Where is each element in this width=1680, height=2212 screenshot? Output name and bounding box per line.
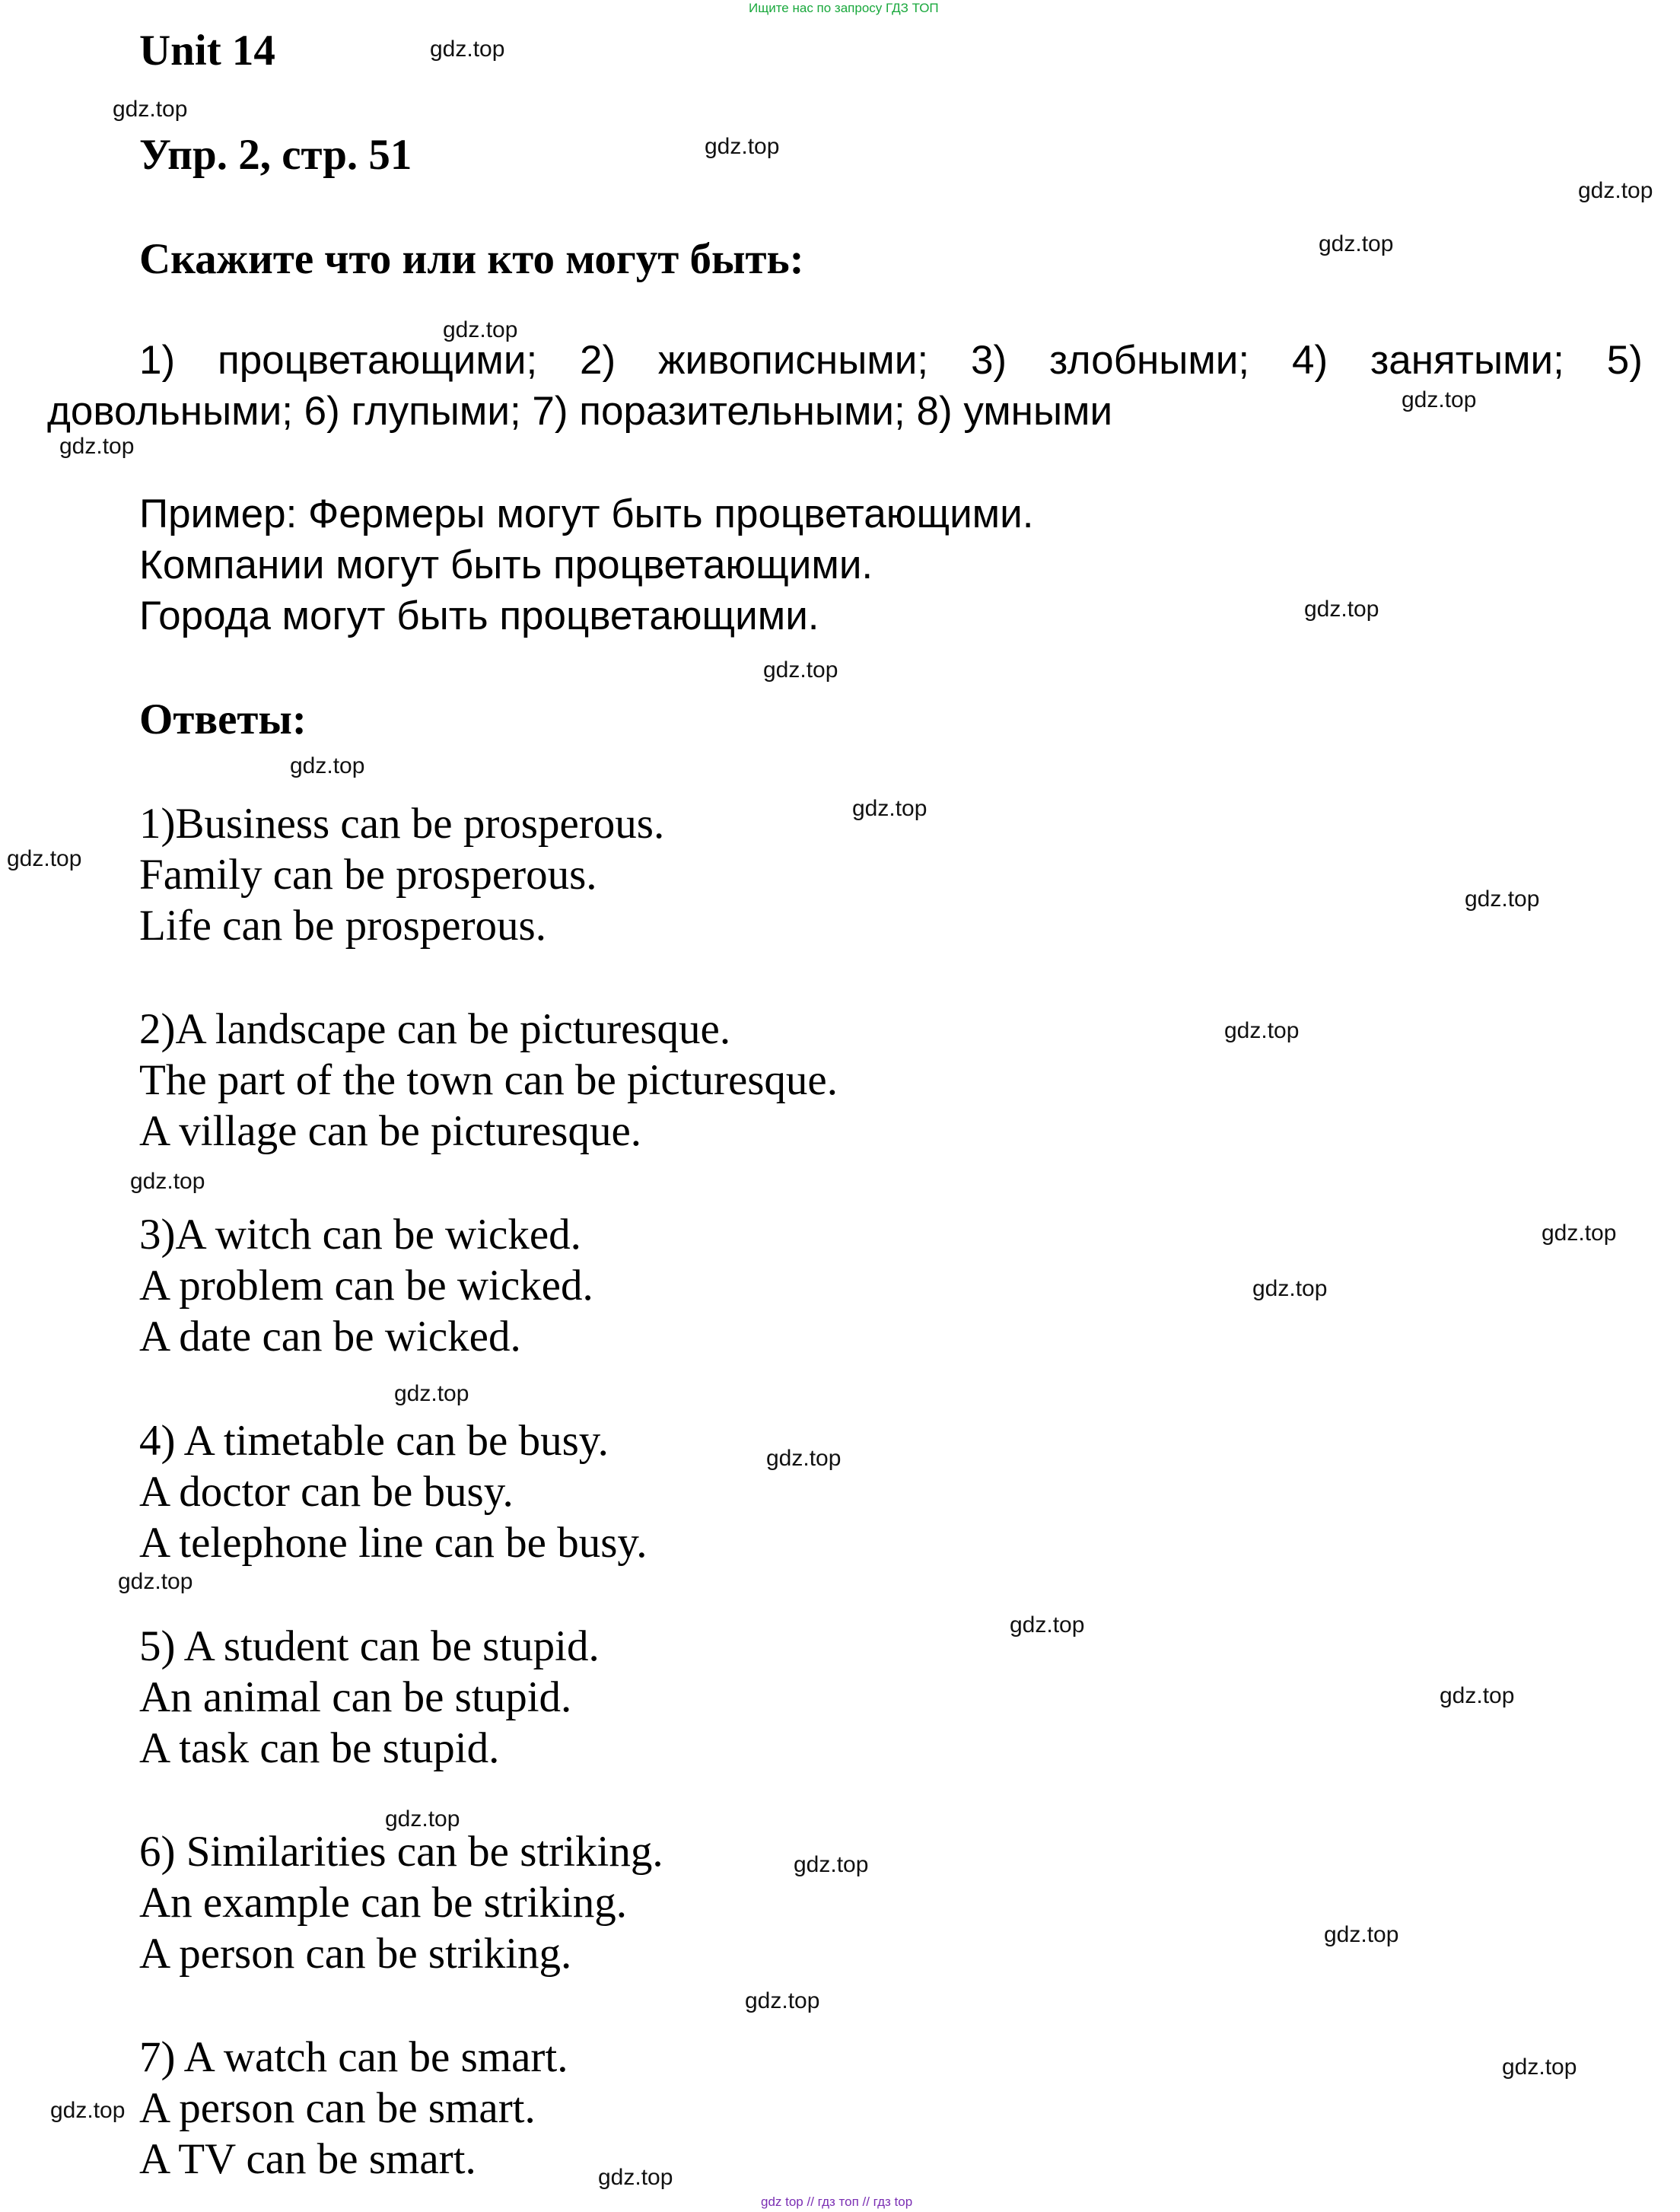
answer-group-5 (139, 1621, 600, 1774)
watermark: gdz.top (443, 317, 518, 342)
word-list-item: 1) (139, 338, 176, 383)
answer-line: A problem can be wicked. (139, 1262, 593, 1310)
watermark: gdz.top (130, 1169, 205, 1194)
watermark: gdz.top (1304, 597, 1379, 622)
answer-group-2 (139, 1004, 838, 1157)
word-list-line-2: довольными; 6) глупыми; 7) поразительными; 8) умными (47, 389, 1113, 434)
watermark: gdz.top (598, 2165, 673, 2190)
example-block (139, 489, 1033, 641)
watermark: gdz.top (1440, 1683, 1515, 1708)
answer-line: Family can be prosperous. (139, 851, 597, 899)
footer-watermark: gdz top // гдз топ // гдз top (761, 2194, 913, 2209)
watermark: gdz.top (290, 753, 365, 778)
watermark: gdz.top (766, 1446, 842, 1471)
watermark: gdz.top (1465, 886, 1540, 912)
watermark: gdz.top (430, 37, 505, 62)
answer-line: A village can be picturesque. (139, 1107, 642, 1155)
watermark: gdz.top (394, 1381, 469, 1406)
watermark: gdz.top (1324, 1922, 1399, 1947)
answer-line: A person can be smart. (139, 2084, 536, 2132)
word-list-line-1 (47, 335, 1643, 386)
answer-group-6 (139, 1826, 663, 1979)
answer-line: 7) A watch can be smart. (139, 2033, 568, 2081)
watermark: gdz.top (1010, 1612, 1085, 1638)
answer-line: A TV can be smart. (139, 2135, 476, 2183)
answer-line: An animal can be stupid. (139, 1673, 572, 1721)
answer-line: 3)A witch can be wicked. (139, 1211, 581, 1259)
word-list (47, 335, 1643, 437)
answer-line: Life can be prosperous. (139, 902, 546, 950)
word-list-item: процветающими; (218, 338, 538, 383)
watermark: gdz.top (59, 434, 135, 459)
answers-heading: Ответы: (139, 695, 307, 743)
task-heading: Скажите что или кто могут быть: (139, 235, 804, 283)
watermark: gdz.top (1319, 231, 1394, 256)
watermark: gdz.top (763, 657, 838, 683)
answer-line: 2)A landscape can be picturesque. (139, 1005, 731, 1053)
word-list-item: злобными; (1048, 338, 1250, 383)
word-list-item: 2) (580, 338, 616, 383)
watermark: gdz.top (118, 1569, 193, 1594)
example-line: Компании могут быть процветающими. (139, 543, 873, 587)
watermark: gdz.top (1224, 1018, 1300, 1043)
answer-line: A task can be stupid. (139, 1724, 500, 1772)
watermark: gdz.top (1402, 387, 1477, 412)
answer-line: A date can be wicked. (139, 1313, 521, 1361)
unit-title: Unit 14 (139, 27, 275, 75)
answer-line: The part of the town can be picturesque. (139, 1056, 838, 1104)
answer-line: A telephone line can be busy. (139, 1519, 648, 1567)
watermark: gdz.top (1542, 1221, 1617, 1246)
watermark: gdz.top (113, 97, 188, 122)
word-list-item: 3) (970, 338, 1007, 383)
answer-group-1 (139, 798, 664, 951)
watermark: gdz.top (852, 796, 928, 821)
example-line: Города могут быть процветающими. (139, 594, 819, 638)
watermark: gdz.top (794, 1852, 869, 1877)
answer-line: 5) A student can be stupid. (139, 1622, 600, 1670)
watermark: gdz.top (1252, 1276, 1328, 1301)
answer-line: A person can be striking. (139, 1930, 572, 1978)
answer-line: 1)Business can be prosperous. (139, 800, 665, 848)
watermark: gdz.top (1578, 178, 1653, 203)
watermark: gdz.top (385, 1806, 460, 1832)
word-list-item: живописными; (658, 338, 929, 383)
answer-group-3 (139, 1209, 593, 1362)
word-list-item: 4) (1292, 338, 1328, 383)
answer-line: A doctor can be busy. (139, 1468, 514, 1516)
answer-line: 6) Similarities can be striking. (139, 1828, 663, 1876)
answer-group-7 (139, 2032, 568, 2185)
watermark: gdz.top (7, 846, 82, 871)
watermark: gdz.top (745, 1988, 820, 2013)
answer-line: An example can be striking. (139, 1879, 628, 1927)
watermark: gdz.top (1502, 2054, 1577, 2080)
watermark: gdz.top (50, 2098, 126, 2123)
search-banner: Ищите нас по запросу ГДЗ ТОП (749, 1, 939, 15)
exercise-reference: Упр. 2, стр. 51 (139, 131, 412, 179)
word-list-item: 5) (1606, 338, 1643, 383)
answer-line: 4) A timetable can be busy. (139, 1417, 609, 1465)
watermark: gdz.top (705, 134, 780, 159)
example-line: Пример: Фермеры могут быть процветающими. (139, 492, 1034, 536)
answer-group-4 (139, 1415, 647, 1568)
word-list-item: занятыми; (1370, 338, 1564, 383)
